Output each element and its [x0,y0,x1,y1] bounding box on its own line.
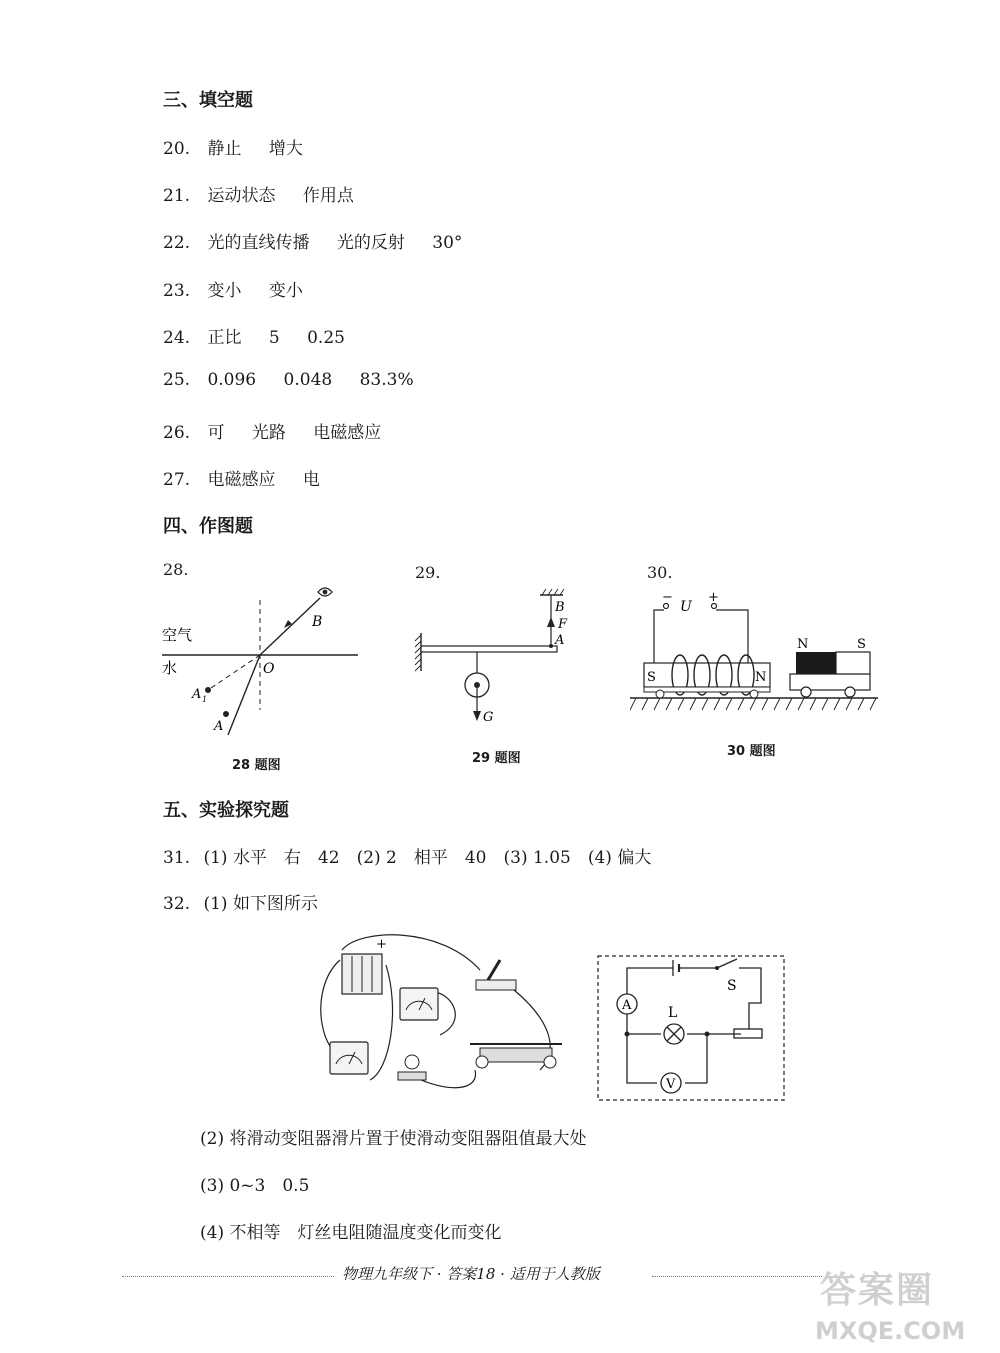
cart-body [790,674,870,690]
label-minus: − [662,590,673,605]
physical-circuit-illustration [300,930,580,1100]
electromagnet-core [644,663,770,687]
switch-lever [717,959,737,968]
answer-row-22 [163,228,462,253]
answer-number: 21. [163,186,191,206]
answer-item: 可 [207,423,225,443]
answer-item: 运动状态 [207,186,276,206]
answer-number: 22. [163,233,191,253]
answer-row-24 [163,323,345,348]
footer-rule-left [122,1276,334,1277]
figure-28-caption: 28 题图 [232,758,281,773]
ray-arrow [284,620,292,628]
label-plus: + [708,590,719,605]
figure-29-caption: 29 题图 [472,751,521,766]
virtual-ray [208,655,260,690]
answer-item: 5 [268,328,280,348]
label-b: B [312,614,323,630]
battery-plus-label: + [376,937,387,952]
section-heading-drawing: 四、作图题 [163,516,253,537]
air-label: 空气 [162,626,193,644]
figure-30-electromagnet-diagram [630,588,878,720]
answer-item: 变小 [207,281,242,301]
answer-item: 0.048 [283,370,333,390]
answer-number: 23. [163,281,191,301]
label-b: B [555,600,565,615]
figure-29-lever-diagram [405,585,590,730]
battery-icon [342,954,382,994]
answer-number: 25. [163,370,191,390]
water-label: 水 [162,659,178,677]
voltmeter-device-icon [400,988,438,1020]
ammeter-device-icon [330,1042,368,1074]
point-a1 [205,687,211,693]
voltmeter-label: V [666,1077,676,1092]
bulb-icon [398,1055,426,1080]
answer-item: 增大 [268,139,303,159]
footer-text: 物理九年级下 · 答案18 · 适用于人教版 [342,1265,600,1283]
figure-30-number: 30. [647,563,673,582]
label-a: A [214,719,224,734]
answer-item: 光路 [251,423,286,443]
answer-row-20 [163,134,303,159]
answer-item: 静止 [207,139,242,159]
answer-item: 83.3% [359,370,414,390]
label-f: F [558,617,568,632]
answer-item: 光的直线传播 [207,233,310,253]
figure-30-caption: 30 题图 [727,744,776,759]
watermark-site: MXQE.COM [815,1317,966,1345]
label-magnet-s: S [857,637,866,652]
answer-row-21 [163,181,354,206]
answer-item: 正比 [207,328,242,348]
footer-rule-right [652,1276,822,1277]
lamp-label: L [668,1005,678,1021]
answer-32-part-3: (3) 0~3 0.5 [200,1176,310,1196]
answer-number: 24. [163,328,191,348]
force-arrow [547,617,555,627]
answer-item: 变小 [268,281,303,301]
answer-item: 电 [302,470,320,490]
answer-32-part-4: (4) 不相等 灯丝电阻随温度变化而变化 [200,1223,502,1243]
answer-number: 27. [163,470,191,490]
answer-item: 0.096 [207,370,257,390]
point-a [223,711,229,717]
answer-row-23 [163,276,303,301]
switch-device-icon [476,960,516,990]
figure-28-refraction-diagram [160,580,370,740]
answer-text: (1) 水平 右 42 (2) 2 相平 40 (3) 1.05 (4) 偏大 [203,848,652,868]
magnet-north-half [796,652,836,674]
figure-28-number: 28. [163,560,189,579]
label-magnet-n: N [797,637,809,652]
answer-item: 电磁感应 [313,423,382,443]
answer-number: 26. [163,423,191,443]
emergent-ray [260,598,323,655]
label-coil-n: N [755,670,767,685]
answer-text: (1) 如下图所示 [203,894,318,914]
label-a1: A [192,687,202,702]
label-g: G [483,710,494,725]
answer-row-25 [163,370,414,390]
answer-number: 32. [163,894,191,914]
label-o: O [263,661,275,677]
rheostat-device-icon [470,1044,562,1068]
figure-29-number: 29. [415,563,441,582]
section-heading-fill-blank: 三、填空题 [163,90,253,111]
switch-label: S [727,978,737,994]
answer-item: 0.25 [307,328,345,348]
dashed-frame [598,956,784,1100]
label-u: U [680,599,692,615]
circuit-schematic [597,955,787,1103]
gravity-arrow [473,711,481,721]
answer-row-26 [163,418,381,443]
refracted-ray [228,655,260,735]
answer-row-32 [163,889,318,914]
answer-row-27 [163,465,320,490]
label-a: A [555,633,565,648]
answer-number: 31. [163,848,191,868]
label-a1-subscript: 1 [202,695,208,704]
ammeter-label: A [622,998,632,1013]
section-heading-experiment: 五、实验探究题 [163,800,289,821]
label-coil-s: S [647,670,656,685]
answer-32-part-2: (2) 将滑动变阻器滑片置于使滑动变阻器阻值最大处 [200,1129,587,1149]
answer-item: 30° [432,233,463,253]
answer-item: 光的反射 [336,233,405,253]
answer-item: 电磁感应 [207,470,276,490]
watermark-logo: 答案圈 [820,1270,935,1311]
lever-bar [421,646,557,652]
answer-row-31 [163,843,651,868]
answer-item: 作用点 [302,186,354,206]
magnet-south-half [836,652,870,674]
answer-number: 20. [163,139,191,159]
